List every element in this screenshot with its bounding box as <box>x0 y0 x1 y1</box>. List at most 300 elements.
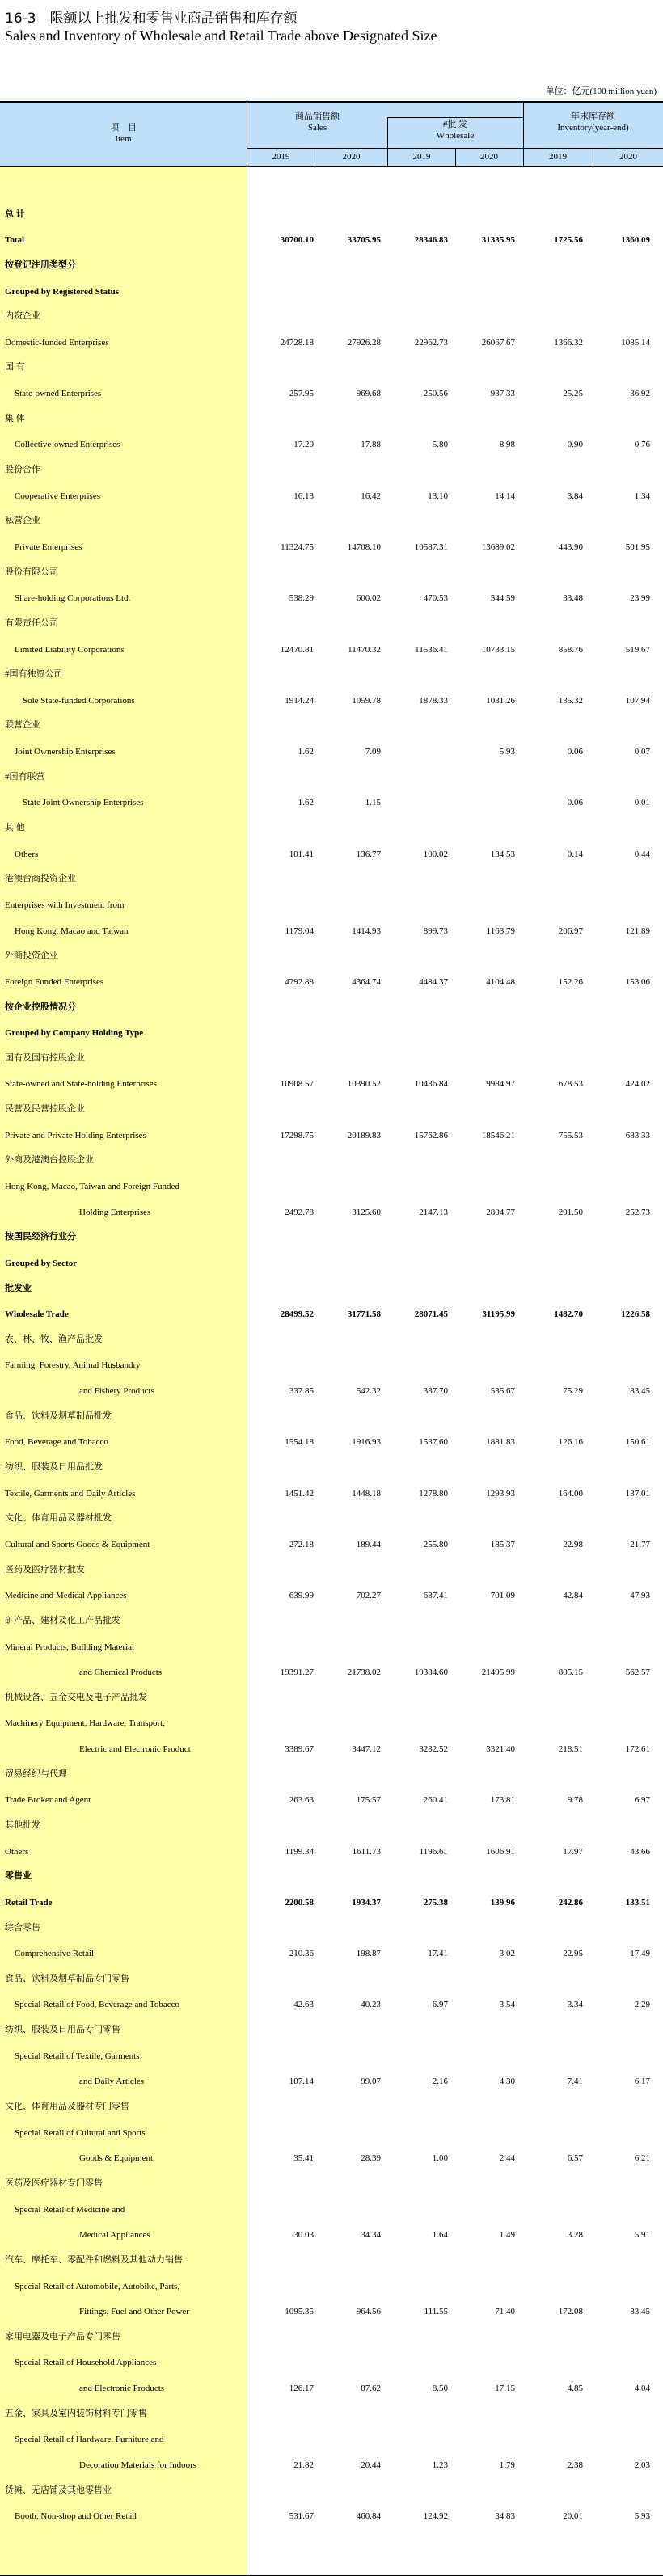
table-row <box>0 660 663 685</box>
cell-value: 1537.60 <box>419 1437 448 1448</box>
cell-value: 0.76 <box>634 440 650 450</box>
cell-value: 3447.12 <box>352 1744 381 1755</box>
cell-value: 139.96 <box>490 1897 515 1908</box>
table-row <box>0 915 663 941</box>
cell-value: 172.08 <box>558 2307 583 2317</box>
cell-value: 2.16 <box>432 2076 448 2087</box>
cell-value: 2.29 <box>634 2000 650 2010</box>
table-row <box>0 2424 663 2450</box>
table-row <box>0 1733 663 1759</box>
row-label: Joint Ownership Enterprises <box>15 747 116 757</box>
row-label: Enterprises with Investment from <box>5 900 125 910</box>
cell-value: 137.01 <box>625 1488 650 1499</box>
row-label: 文化、体育用品及器材批发 <box>5 1513 112 1524</box>
table-row <box>0 2296 663 2322</box>
cell-value: 17.97 <box>563 1846 583 1857</box>
table-row <box>0 1836 663 1861</box>
cell-value: 544.59 <box>490 593 515 604</box>
row-label: Others <box>5 1846 29 1857</box>
cell-value: 20189.83 <box>347 1130 381 1140</box>
cell-value: 136.77 <box>356 849 381 859</box>
cell-value: 21495.99 <box>481 1667 515 1678</box>
cell-value: 111.55 <box>424 2307 448 2317</box>
cell-value: 3.54 <box>499 2000 515 2010</box>
table-row <box>0 2501 663 2527</box>
table-row <box>0 1708 663 1734</box>
cell-value: 1.34 <box>634 491 650 501</box>
cell-value: 99.07 <box>361 2076 381 2087</box>
row-label: Collective-owned Enterprises <box>15 440 120 450</box>
table-row <box>0 2449 663 2475</box>
table-row <box>0 1427 663 1452</box>
cell-value: 83.45 <box>630 2307 650 2317</box>
table-row <box>0 276 663 301</box>
cell-value: 501.95 <box>625 542 650 552</box>
row-label: Trade Broker and Agent <box>5 1795 91 1806</box>
title-chinese: 16-3 限额以上批发和零售业商品销售和库存额 <box>5 11 298 27</box>
cell-value: 291.50 <box>558 1207 583 1217</box>
table-row <box>0 377 663 403</box>
row-label: Cultural and Sports Goods & Equipment <box>5 1539 150 1549</box>
table-row <box>0 1299 663 1325</box>
table-row <box>0 1503 663 1529</box>
cell-value: 0.06 <box>567 798 583 808</box>
cell-value: 470.53 <box>423 593 448 604</box>
cell-value: 4.04 <box>634 2384 650 2394</box>
table-row <box>0 454 663 480</box>
cell-value: 36.92 <box>630 389 650 399</box>
table-row <box>0 1580 663 1606</box>
table-header <box>0 101 663 167</box>
table-row <box>0 2245 663 2270</box>
table-row <box>0 1605 663 1631</box>
cell-value: 1226.58 <box>621 1309 650 1320</box>
cell-value: 1196.61 <box>419 1846 448 1857</box>
cell-value: 28071.45 <box>414 1309 448 1320</box>
table-row <box>0 2014 663 2040</box>
row-label: Food, Beverage and Tobacco <box>5 1437 108 1448</box>
row-label: and Fishery Products <box>79 1386 154 1397</box>
cell-value: 1.64 <box>432 2230 448 2241</box>
cell-value: 964.56 <box>356 2307 381 2317</box>
cell-value: 42.84 <box>563 1591 583 1601</box>
cell-value: 1095.35 <box>285 2307 314 2317</box>
table-row <box>0 1145 663 1171</box>
cell-value: 31195.99 <box>482 1309 515 1320</box>
row-label: 港澳台商投资企业 <box>5 874 76 884</box>
row-label: 贸易经纪与代理 <box>5 1769 67 1779</box>
cell-value: 1414.93 <box>352 925 381 936</box>
row-label: Grouped by Company Holding Type <box>5 1028 144 1039</box>
cell-value: 4.85 <box>567 2384 583 2394</box>
table-row <box>0 966 663 992</box>
cell-value: 34.34 <box>361 2230 381 2241</box>
cell-value: 14.14 <box>495 491 515 501</box>
cell-value: 562.57 <box>625 1667 650 1678</box>
table-row <box>0 710 663 736</box>
cell-value: 22962.73 <box>414 337 448 348</box>
table-row <box>0 992 663 1018</box>
row-label: Domestic-funded Enterprises <box>5 337 109 348</box>
cell-value: 443.90 <box>558 542 583 552</box>
cell-value: 9984.97 <box>486 1079 515 1090</box>
cell-value: 17298.75 <box>280 1130 314 1140</box>
row-label: 矿产品、建材及化工产品批发 <box>5 1615 120 1625</box>
cell-value: 1278.80 <box>419 1488 448 1499</box>
cell-value: 1451.42 <box>285 1488 314 1499</box>
table-row <box>0 352 663 378</box>
row-label: 纺织、服装及日用品批发 <box>5 1462 103 1473</box>
cell-value: 460.84 <box>356 2511 381 2522</box>
cell-value: 1199.34 <box>285 1846 314 1857</box>
cell-value: 1360.09 <box>621 235 650 246</box>
row-label: and Chemical Products <box>79 1667 163 1678</box>
cell-value: 1.15 <box>365 798 381 808</box>
row-label: Electric and Electronic Product <box>79 1744 191 1755</box>
table-row <box>0 1554 663 1580</box>
row-label: Hong Kong, Macao and Taiwan <box>15 925 129 936</box>
item-header-cn: 项 目 <box>110 123 137 133</box>
inventory-header-en: Inventory(year-end) <box>557 123 629 133</box>
cell-value: 152.26 <box>558 976 583 987</box>
table-row <box>0 2066 663 2092</box>
table-row <box>0 557 663 583</box>
row-label: Comprehensive Retail <box>15 1949 95 1959</box>
row-label: 民营及民营控股企业 <box>5 1104 85 1115</box>
row-label: 家用电器及电子产品专门零售 <box>5 2331 120 2342</box>
table-row <box>0 480 663 506</box>
cell-value: 1.62 <box>298 747 314 757</box>
row-label: 国 有 <box>5 362 25 373</box>
cell-value: 33.48 <box>563 593 583 604</box>
table-row <box>0 787 663 813</box>
table-row <box>0 2372 663 2398</box>
cell-value: 937.33 <box>490 389 515 399</box>
cell-value: 20.44 <box>361 2460 381 2471</box>
cell-value: 531.67 <box>289 2511 314 2522</box>
table-row <box>0 250 663 276</box>
table-row <box>0 403 663 429</box>
table-row <box>0 1018 663 1043</box>
sales-header-cn: 商品销售额 <box>295 112 340 121</box>
cell-value: 1.62 <box>298 798 314 808</box>
table-row <box>0 608 663 634</box>
row-label: 纺织、服装及日用品专门零售 <box>5 2025 120 2035</box>
table-row <box>0 1196 663 1222</box>
table-row <box>0 1452 663 1478</box>
cell-value: 7.41 <box>567 2076 583 2087</box>
row-label: 批发业 <box>5 1283 32 1293</box>
cell-value: 28346.83 <box>414 235 448 246</box>
table-row <box>0 1043 663 1069</box>
table-row <box>0 1094 663 1119</box>
year-header: 2019 <box>272 152 290 162</box>
cell-value: 35.41 <box>293 2153 314 2164</box>
cell-value: 100.02 <box>423 849 448 859</box>
year-header: 2020 <box>480 152 498 162</box>
cell-value: 210.36 <box>289 1949 314 1959</box>
cell-value: 175.57 <box>356 1795 381 1806</box>
cell-value: 424.02 <box>625 1079 650 1090</box>
table-row <box>0 1989 663 2015</box>
unit-label: 单位：亿元(100 million yuan) <box>545 86 657 96</box>
cell-value: 164.00 <box>558 1488 583 1499</box>
row-label: 按国民经济行业分 <box>5 1232 76 1242</box>
cell-value: 173.81 <box>490 1795 515 1806</box>
cell-value: 133.51 <box>625 1897 650 1908</box>
row-label: 机械设备、五金交电及电子产品批发 <box>5 1692 147 1702</box>
row-label: 集 体 <box>5 413 25 424</box>
cell-value: 1611.73 <box>352 1846 381 1857</box>
row-label: 联营企业 <box>5 720 40 731</box>
cell-value: 858.76 <box>558 644 583 655</box>
wholesale-header-cn: #批 发 <box>442 120 468 129</box>
row-label: 国有及国有控股企业 <box>5 1052 85 1063</box>
row-label: Machinery Equipment, Hardware, Transport, <box>5 1718 165 1729</box>
wholesale-header <box>388 119 522 141</box>
row-label: Booth, Non-shop and Other Retail <box>15 2511 137 2522</box>
cell-value: 1293.93 <box>486 1488 515 1499</box>
cell-value: 218.51 <box>558 1744 583 1755</box>
cell-value: 542.32 <box>356 1386 381 1397</box>
cell-value: 3125.60 <box>352 1207 381 1217</box>
cell-value: 23.99 <box>630 593 650 604</box>
table-row <box>0 1682 663 1708</box>
cell-value: 0.90 <box>567 440 583 450</box>
cell-value: 755.53 <box>558 1130 583 1140</box>
table-row <box>0 864 663 890</box>
row-label: 按企业控股情况分 <box>5 1001 76 1012</box>
cell-value: 13689.02 <box>481 542 515 552</box>
cell-value: 34.83 <box>495 2511 515 2522</box>
table-row <box>0 1528 663 1554</box>
cell-value: 255.80 <box>423 1539 448 1549</box>
page-header <box>0 0 663 81</box>
cell-value: 10390.52 <box>347 1079 381 1090</box>
cell-value: 10587.31 <box>414 542 448 552</box>
cell-value: 3.02 <box>499 1949 515 1959</box>
table-row <box>0 1375 663 1401</box>
cell-value: 1934.37 <box>352 1897 381 1908</box>
table-row <box>0 1631 663 1657</box>
table-row <box>0 2220 663 2245</box>
cell-value: 3321.40 <box>486 1744 515 1755</box>
cell-value: 6.97 <box>634 1795 650 1806</box>
row-label: State Joint Ownership Enterprises <box>23 798 144 808</box>
table-row <box>0 1912 663 1938</box>
row-label: 农、林、牧、渔产品批发 <box>5 1334 103 1344</box>
data-table <box>0 101 663 2576</box>
cell-value: 17.88 <box>361 440 381 450</box>
cell-value: 2200.58 <box>285 1897 314 1908</box>
table-row <box>0 1119 663 1145</box>
cell-value: 12470.81 <box>280 644 314 655</box>
cell-value: 17.49 <box>630 1949 650 1959</box>
cell-value: 1.49 <box>499 2230 515 2241</box>
cell-value: 683.33 <box>625 1130 650 1140</box>
row-label: Special Retail of Household Appliances <box>15 2358 157 2368</box>
cell-value: 0.06 <box>567 747 583 757</box>
cell-value: 1059.78 <box>352 695 381 706</box>
cell-value: 639.99 <box>289 1591 314 1601</box>
row-label: Medical Appliances <box>79 2230 150 2241</box>
cell-value: 15762.86 <box>414 1130 448 1140</box>
cell-value: 2.44 <box>499 2153 515 2164</box>
table-row <box>0 2194 663 2220</box>
row-label: Farming, Forestry, Animal Husbandry <box>5 1360 141 1371</box>
cell-value: 701.09 <box>490 1591 515 1601</box>
cell-value: 678.53 <box>558 1079 583 1090</box>
row-label: 外商投资企业 <box>5 951 58 961</box>
cell-value: 2492.78 <box>285 1207 314 1217</box>
table-row <box>0 1350 663 1376</box>
cell-value: 5.91 <box>634 2230 650 2241</box>
cell-value: 0.14 <box>567 849 583 859</box>
table-row <box>0 2040 663 2066</box>
row-label: Decoration Materials for Indoors <box>79 2460 197 2471</box>
cell-value: 11536.41 <box>415 644 448 655</box>
cell-value: 25.25 <box>563 389 583 399</box>
row-label: #国有独资公司 <box>5 669 63 680</box>
cell-value: 22.95 <box>563 1949 583 1959</box>
cell-value: 272.18 <box>289 1539 314 1549</box>
row-label: Special Retail of Automobile, Autobike, Parts, <box>15 2281 180 2291</box>
cell-value: 22.98 <box>563 1539 583 1549</box>
row-label: 综合零售 <box>5 1922 40 1933</box>
row-label: Medicine and Medical Appliances <box>5 1591 127 1601</box>
cell-value: 2804.77 <box>486 1207 515 1217</box>
cell-value: 43.66 <box>630 1846 650 1857</box>
table-row <box>0 225 663 251</box>
cell-value: 121.89 <box>625 925 650 936</box>
wholesale-header-en: Wholesale <box>436 131 475 141</box>
cell-value: 107.14 <box>289 2076 314 2087</box>
table-row <box>0 1170 663 1196</box>
row-label: State-owned and State-holding Enterprises <box>5 1079 157 1090</box>
table-row <box>0 327 663 352</box>
cell-value: 0.07 <box>634 747 650 757</box>
row-label: and Electronic Products <box>79 2384 165 2394</box>
row-label: 其 他 <box>5 823 25 833</box>
row-label: Special Retail of Hardware, Furniture and <box>15 2435 164 2445</box>
row-label: Hong Kong, Macao, Taiwan and Foreign Funded <box>5 1181 179 1191</box>
cell-value: 11324.75 <box>281 542 314 552</box>
cell-value: 19391.27 <box>280 1667 314 1678</box>
cell-value: 16.42 <box>361 491 381 501</box>
cell-value: 4484.37 <box>419 976 448 987</box>
cell-value: 6.21 <box>634 2153 650 2164</box>
table-row <box>0 2321 663 2347</box>
cell-value: 3.34 <box>567 2000 583 2010</box>
cell-value: 83.45 <box>630 1386 650 1397</box>
cell-value: 2.38 <box>567 2460 583 2471</box>
cell-value: 30700.10 <box>280 235 314 246</box>
cell-value: 1881.83 <box>486 1437 515 1448</box>
table-row <box>0 2168 663 2194</box>
table-row <box>0 2117 663 2143</box>
cell-value: 3389.67 <box>285 1744 314 1755</box>
cell-value: 126.17 <box>289 2384 314 2394</box>
table-row <box>0 301 663 327</box>
cell-value: 805.15 <box>558 1667 583 1678</box>
row-label: Grouped by Registered Status <box>5 286 120 297</box>
table-row <box>0 889 663 915</box>
row-label: 有限责任公司 <box>5 618 58 628</box>
cell-value: 6.97 <box>432 2000 448 2010</box>
row-label: 零售业 <box>5 1871 32 1882</box>
cell-value: 5.93 <box>634 2511 650 2522</box>
table-row <box>0 1785 663 1811</box>
cell-value: 126.16 <box>558 1437 583 1448</box>
cell-value: 8.98 <box>499 440 515 450</box>
table-row <box>0 2475 663 2501</box>
cell-value: 1366.32 <box>554 337 583 348</box>
cell-value: 24728.18 <box>280 337 314 348</box>
cell-value: 10436.84 <box>414 1079 448 1090</box>
cell-value: 250.56 <box>423 389 448 399</box>
cell-value: 4364.74 <box>352 976 381 987</box>
table-row <box>0 1938 663 1964</box>
cell-value: 150.61 <box>625 1437 650 1448</box>
cell-value: 10908.57 <box>280 1079 314 1090</box>
cell-value: 2147.13 <box>419 1207 448 1217</box>
cell-value: 172.61 <box>625 1744 650 1755</box>
cell-value: 1.79 <box>499 2460 515 2471</box>
row-label: 食品、饮料及烟草制品批发 <box>5 1410 112 1421</box>
table-row <box>0 685 663 710</box>
cell-value: 153.06 <box>625 976 650 987</box>
inventory-header <box>523 111 663 133</box>
cell-value: 3232.52 <box>419 1744 448 1755</box>
cell-value: 263.63 <box>289 1795 314 1806</box>
row-label: 按登记注册类型分 <box>5 259 76 270</box>
sales-header <box>247 111 387 133</box>
table-row <box>0 1861 663 1887</box>
cell-value: 10733.15 <box>481 644 515 655</box>
row-label: Share-holding Corporations Ltd. <box>15 593 131 604</box>
row-label: Others <box>15 849 39 859</box>
cell-value: 242.86 <box>558 1897 583 1908</box>
sales-header-en: Sales <box>307 123 327 133</box>
row-label: Grouped by Sector <box>5 1258 78 1268</box>
table-row <box>0 941 663 967</box>
cell-value: 1.23 <box>432 2460 448 2471</box>
cell-value: 1179.04 <box>285 925 314 936</box>
table-row <box>0 2091 663 2117</box>
row-label: State-owned Enterprises <box>15 389 102 399</box>
cell-value: 28.39 <box>361 2153 381 2164</box>
table-body <box>0 167 663 2576</box>
table-row <box>0 736 663 761</box>
row-label: 医药及医疗器材专门零售 <box>5 2178 103 2188</box>
table-row <box>0 634 663 660</box>
row-label: Holding Enterprises <box>79 1207 151 1217</box>
row-label: 股份合作 <box>5 465 40 475</box>
row-label: 股份有限公司 <box>5 567 58 577</box>
cell-value: 134.53 <box>490 849 515 859</box>
table-row <box>0 2398 663 2424</box>
cell-value: 75.29 <box>563 1386 583 1397</box>
cell-value: 42.63 <box>293 2000 314 2010</box>
cell-value: 2.03 <box>634 2460 650 2471</box>
table-row <box>0 531 663 557</box>
cell-value: 31771.58 <box>347 1309 381 1320</box>
cell-value: 8.50 <box>432 2384 448 2394</box>
row-label: Mineral Products, Building Material <box>5 1642 135 1652</box>
year-header: 2019 <box>412 152 431 162</box>
table-row <box>0 1657 663 1683</box>
table-row <box>0 2143 663 2169</box>
